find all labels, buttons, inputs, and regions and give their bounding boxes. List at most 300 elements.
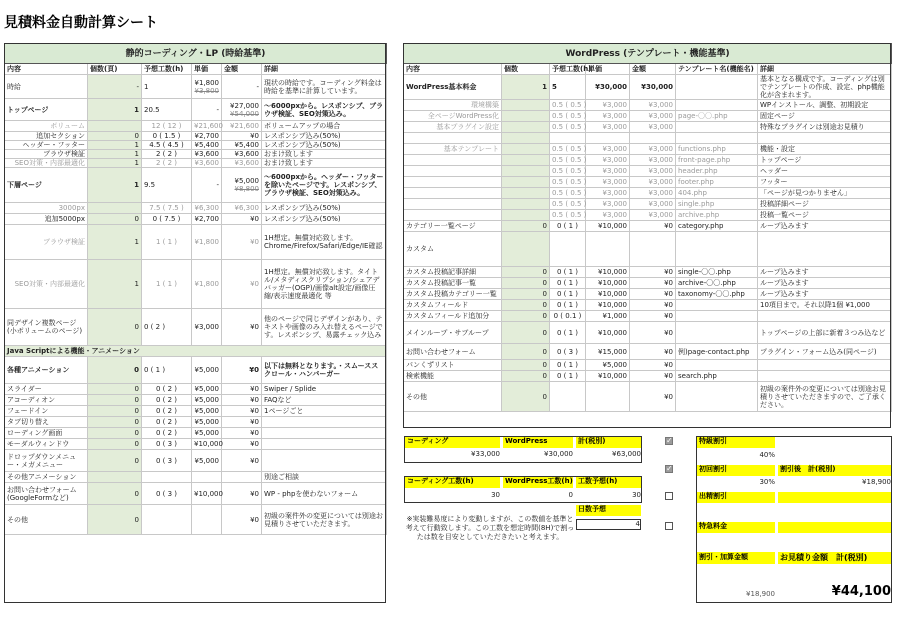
coding-unit-price: ¥1,800 [194,78,219,87]
coding-hours [142,472,192,483]
wp-count: 0 [502,221,550,232]
wp-amount: ¥3,000 [630,166,676,177]
wp-col-header: 詳細 [758,64,892,75]
coding-count: 0 [88,309,142,346]
wp-unit: ¥3,000 [586,144,630,155]
coding-item-name: SEO対策・内部最適化 [5,260,88,309]
wp-row [404,144,892,155]
coding-amount [222,168,262,203]
wp-template [676,322,758,344]
coding-unit: ¥5,400 [192,141,222,150]
final-estimate-label: お見積り金額 計(税別) [778,552,891,564]
wp-count: 0 [502,278,550,289]
coding-row [5,203,387,214]
wp-amount: ¥3,000 [630,210,676,221]
wp-amount: ¥3,000 [630,155,676,166]
coding-col-header: 内容 [5,64,88,75]
coding-count: 0 [88,483,142,505]
wp-detail: ループ込みます [758,221,892,232]
coding-detail: おまけ致します [262,159,387,168]
coding-unit: ¥21,600 [192,121,222,132]
wp-amount: ¥0 [630,360,676,371]
coding-hours: 0 ( 3 ) [142,439,192,450]
coding-item-name: タブ切り替え [5,417,88,428]
coding-count: 1 [88,99,142,121]
coding-detail [262,439,387,450]
summary-wp-value: ¥30,000 [544,450,573,458]
coding-detail: WP - phpを使わないフォーム [262,483,387,505]
wp-row [404,75,892,100]
wp-unit [586,382,630,412]
coding-unit: ¥5,000 [192,395,222,406]
wp-template: 404.php [676,188,758,199]
wp-row [404,267,892,278]
coding-row [5,450,387,472]
coding-unit: ¥10,000 [192,439,222,450]
wp-template [676,382,758,412]
wp-item-name: 検索機能 [404,371,502,382]
coding-row [5,505,387,535]
coding-row [5,150,387,159]
coding-amount: ¥0 [222,214,262,225]
wp-item-name: 基本テンプレート [404,144,502,155]
wp-detail: ループ込みます [758,278,892,289]
coding-amount: ¥0 [222,395,262,406]
coding-hours: 7.5 ( 7.5 ) [142,203,192,214]
wp-unit: ¥10,000 [586,300,630,311]
coding-unit: ¥2,700 [192,214,222,225]
wp-unit: ¥3,000 [586,100,630,111]
coding-detail: おまけ致します [262,150,387,159]
wp-amount: ¥0 [630,311,676,322]
wp-count [502,155,550,166]
wp-row [404,221,892,232]
coding-item-name: ブラウザ検証 [5,150,88,159]
wp-amount [630,133,676,144]
coding-detail: 〜6000pxから。ヘッダー・フッターを除いたページです。レスポンシブ、ブラウザ検証、SEO対策込み。 [262,168,387,203]
wp-unit: ¥10,000 [586,267,630,278]
wp-amount: ¥3,000 [630,188,676,199]
wp-detail: 機能・設定 [758,144,892,155]
wp-template [676,75,758,100]
coding-count: 0 [88,406,142,417]
coding-row [5,428,387,439]
wp-unit: ¥10,000 [586,221,630,232]
wp-item-name: 基本プラグイン設定 [404,122,502,133]
wp-detail: 投稿詳細ページ [758,199,892,210]
wp-detail [758,311,892,322]
wp-unit: ¥3,000 [586,199,630,210]
wp-item-name [404,188,502,199]
wp-template [676,311,758,322]
coding-amount-price-old: ¥54,000 [230,109,259,118]
coding-amount: - [222,75,262,99]
wp-detail: フッター [758,177,892,188]
wp-count: 0 [502,360,550,371]
wp-item-name [404,199,502,210]
wp-amount: ¥0 [630,278,676,289]
wp-template: functions.php [676,144,758,155]
coding-hours: 0 ( 3 ) [142,450,192,472]
coding-group-heading: Java Scriptによる機能・アニメーション [5,346,387,357]
coding-count: - [88,75,142,99]
wp-amount: ¥3,000 [630,111,676,122]
wp-template: header.php [676,166,758,177]
wp-unit: ¥30,000 [586,75,630,100]
coding-item-name: 追加5000px [5,214,88,225]
wp-row [404,122,892,133]
wp-row [404,232,892,267]
coding-unit: ¥2,700 [192,132,222,141]
coding-amount: ¥0 [222,483,262,505]
wp-item-name: カテゴリー一覧ページ [404,221,502,232]
wp-hours: 5 [550,75,586,100]
coding-item-name: ブラウザ検証 [5,225,88,260]
coding-unit: ¥5,000 [192,428,222,439]
wp-template: search.php [676,371,758,382]
wp-item-name [404,166,502,177]
wp-col-header: 予想工数(h) [550,64,586,75]
coding-col-header: 個数(頁) [88,64,142,75]
wp-col-header: 単価 [586,64,630,75]
wp-detail: トップページ [758,155,892,166]
wp-template [676,122,758,133]
wp-row [404,188,892,199]
wp-count: 0 [502,382,550,412]
coding-hours: 1 [142,75,192,99]
coding-item-name: その他アニメーション [5,472,88,483]
outsource-discount-checkbox[interactable] [665,492,673,500]
coding-count: 1 [88,159,142,168]
wp-row [404,166,892,177]
wp-amount: ¥0 [630,289,676,300]
coding-hours: 4.5 ( 4.5 ) [142,141,192,150]
coding-unit: ¥5,000 [192,357,222,384]
first-discount-checkbox[interactable] [665,465,673,473]
wp-detail: ループ込みます [758,289,892,300]
coding-item-name: 時給 [5,75,88,99]
wp-amount: ¥0 [630,322,676,344]
wp-row [404,311,892,322]
wp-hours: 0.5 ( 0.5 ) [550,111,586,122]
coding-amount: ¥21,600 [222,121,262,132]
wp-hours [550,133,586,144]
coding-unit: - [192,99,222,121]
wp-detail: 投稿一覧ページ [758,210,892,221]
coding-unit: ¥1,800 [192,260,222,309]
coding-item-name: フェードイン [5,406,88,417]
coding-hours: 0 ( 2 ) [142,428,192,439]
wp-row [404,322,892,344]
wp-count [502,100,550,111]
wp-amount: ¥0 [630,344,676,360]
wp-unit: ¥3,000 [586,177,630,188]
coding-amount: ¥0 [222,225,262,260]
wp-hours: 0.5 ( 0.5 ) [550,100,586,111]
wp-col-header: 内容 [404,64,502,75]
wp-amount: ¥0 [630,300,676,311]
wp-hours: 0.5 ( 0.5 ) [550,122,586,133]
wp-unit: ¥10,000 [586,322,630,344]
coding-detail: レスポンシブ込み(50%) [262,214,387,225]
wp-detail: プラグイン・フォーム込み(同ページ) [758,344,892,360]
coding-count: 0 [88,450,142,472]
wp-amount [630,232,676,267]
coding-detail: Swiper / Splide [262,384,387,395]
coding-row [5,99,387,121]
coding-hours: 9.5 [142,168,192,203]
coding-item-name: お問い合わせフォーム(GoogleFormなど) [5,483,88,505]
special-discount-label: 特級割引 [697,437,775,448]
coding-unit: ¥5,000 [192,417,222,428]
coding-table [4,43,387,535]
wp-detail: 「ページが見つかりません」 [758,188,892,199]
coding-detail: レスポンシブ込み(50%) [262,141,387,150]
coding-detail: 現状の時給です。コーディング料金は時給を基準に計算しています。 [262,75,387,99]
coding-count: 0 [88,428,142,439]
wp-col-header: 金額 [630,64,676,75]
coding-row [5,395,387,406]
coding-count: 0 [88,505,142,535]
wp-col-header: 個数 [502,64,550,75]
coding-unit: ¥1,800 [192,225,222,260]
wp-item-name: お問い合わせフォーム [404,344,502,360]
wp-hours [550,232,586,267]
days-value: 4 [576,519,641,530]
outsource-discount-value [778,492,891,503]
wp-item-name: メインループ・サブループ [404,322,502,344]
wp-hours: 0.5 ( 0.5 ) [550,144,586,155]
wp-amount: ¥3,000 [630,122,676,133]
coding-row [5,214,387,225]
coding-section-heading: 静的コーディング・LP (時給基準) [5,44,387,64]
coding-detail [262,428,387,439]
coding-hours: 0 ( 2 ) [142,406,192,417]
coding-amount: ¥0 [222,406,262,417]
wp-hours: 0 ( 1 ) [550,289,586,300]
wp-amount: ¥0 [630,382,676,412]
coding-count: 0 [88,214,142,225]
coding-amount: ¥3,600 [222,150,262,159]
coding-item-name: 3000px [5,203,88,214]
discounted-total-label: 割引後 計(税別) [778,465,891,476]
wp-detail [758,360,892,371]
wp-hours: 0.5 ( 0.5 ) [550,155,586,166]
coding-row [5,439,387,450]
coding-detail: 初級の案件外の変更については別途お見積りさせていただきます。 [262,505,387,535]
wp-count: 0 [502,311,550,322]
wp-count [502,111,550,122]
final-discount-label: 割引・加算金額 [697,552,775,564]
coding-amount [222,99,262,121]
coding-count: 1 [88,225,142,260]
wp-detail [758,371,892,382]
hours-coding-value: 30 [491,491,500,499]
wp-hours: 0.5 ( 0.5 ) [550,210,586,221]
coding-item-name: アコーディオン [5,395,88,406]
coding-hours: 0 ( 7.5 ) [142,214,192,225]
coding-count [88,121,142,132]
wp-row [404,382,892,412]
coding-hours: 2 ( 2 ) [142,159,192,168]
wp-count [502,166,550,177]
coding-row [5,225,387,260]
coding-amount: ¥0 [222,260,262,309]
coding-row [5,159,387,168]
wp-item-name: カスタム投稿カテゴリー一覧 [404,289,502,300]
coding-row [5,406,387,417]
coding-detail [262,417,387,428]
wp-unit: ¥3,000 [586,111,630,122]
wp-detail: 特殊なプラグインは別途お見積り [758,122,892,133]
summary-coding-label: コーディング [405,437,500,448]
wp-template [676,100,758,111]
coding-unit: ¥5,000 [192,384,222,395]
coding-col-header: 金額 [222,64,262,75]
wp-item-name: カスタム [404,232,502,267]
coding-row [5,132,387,141]
wp-row [404,344,892,360]
estimate-note: ※実装難易度により変動しますが、この数値を基準と考えて行動致します。この工数を想定時間(8H)で割ったは数を目安としていただきたいと考えます。 [405,515,575,541]
first-discount-value: 30% [759,478,775,486]
coding-detail [262,450,387,472]
wp-amount: ¥0 [630,371,676,382]
coding-unit [192,472,222,483]
wp-hours: 0 ( 1 ) [550,267,586,278]
wp-count: 0 [502,289,550,300]
coding-row [5,357,387,384]
wp-template [676,300,758,311]
wp-detail: 固定ページ [758,111,892,122]
wp-unit: ¥5,000 [586,360,630,371]
final-estimate-value: ¥44,100 [831,584,891,599]
coding-item-name: スライダー [5,384,88,395]
wp-amount: ¥30,000 [630,75,676,100]
wp-unit: ¥10,000 [586,289,630,300]
wp-item-name: 全ページWordPress化 [404,111,502,122]
wp-detail: ループ込みます [758,267,892,278]
coding-amount: ¥0 [222,450,262,472]
coding-amount [222,472,262,483]
wp-detail: トップページの上部に新着３つみ込など [758,322,892,344]
first-discount-label: 初回割引 [697,465,775,476]
wp-detail [758,133,892,144]
coding-unit: ¥3,600 [192,150,222,159]
final-discount-value: ¥18,900 [746,590,775,598]
wp-count [502,122,550,133]
coding-amount: ¥0 [222,505,262,535]
wp-row [404,177,892,188]
coding-count: 1 [88,168,142,203]
wp-template: front-page.php [676,155,758,166]
coding-amount: ¥6,300 [222,203,262,214]
wp-hours: 0 ( 3 ) [550,344,586,360]
hours-total-value: 30 [632,491,641,499]
coding-unit: ¥3,000 [192,309,222,346]
coding-amount: ¥0 [222,417,262,428]
wp-row [404,155,892,166]
wp-item-name: カスタム投稿記事詳細 [404,267,502,278]
coding-unit [192,505,222,535]
wp-item-name: カスタムフィールド追加分 [404,311,502,322]
coding-unit [192,75,222,99]
coding-unit: ¥6,300 [192,203,222,214]
page-title: 見積料金自動計算シート [4,15,158,31]
coding-detail: FAQなど [262,395,387,406]
wp-row [404,210,892,221]
coding-amount: ¥0 [222,132,262,141]
coding-unit: ¥5,000 [192,450,222,472]
wp-item-name [404,155,502,166]
coding-row [5,309,387,346]
coding-count: 0 [88,384,142,395]
coding-unit-price-old: ¥3,800 [194,86,219,95]
wp-item-name [404,210,502,221]
coding-detail: レスポンシブ込み(50%) [262,132,387,141]
wp-row [404,300,892,311]
outsource-discount-label: 出精割引 [697,492,775,503]
wp-detail: WPインストール、調整、初期設定 [758,100,892,111]
coding-unit: - [192,168,222,203]
coding-row [5,384,387,395]
wp-amount: ¥0 [630,267,676,278]
wp-detail: ヘッダー [758,166,892,177]
wp-hours: 0.5 ( 0.5 ) [550,166,586,177]
wp-hours: 0.5 ( 0.5 ) [550,199,586,210]
coding-item-name: ボリューム [5,121,88,132]
coding-count: 0 [88,395,142,406]
wp-template: taxonomy-〇〇.php [676,289,758,300]
rush-fee-checkbox[interactable] [665,522,673,530]
wp-item-name: カスタム投稿記事一覧 [404,278,502,289]
wp-template: single.php [676,199,758,210]
wp-unit: ¥10,000 [586,278,630,289]
wp-hours: 0.5 ( 0.5 ) [550,177,586,188]
wp-item-name: その他 [404,382,502,412]
coding-count: 0 [88,417,142,428]
wp-count: 0 [502,322,550,344]
wp-hours: 0 ( 1 ) [550,221,586,232]
wp-hours: 0.5 ( 0.5 ) [550,188,586,199]
wp-template: single-〇〇.php [676,267,758,278]
rush-fee-label: 特急料金 [697,522,775,533]
wp-count [502,133,550,144]
coding-detail: 〜6000pxから。レスポンシブ、ブラウザ検証、SEO対策込み。 [262,99,387,121]
rush-fee-value [778,522,891,533]
wordpress-section-heading: WordPress (テンプレート・機能基準) [404,44,892,64]
coding-hours: 12 ( 12 ) [142,121,192,132]
coding-amount: ¥0 [222,439,262,450]
wp-row [404,371,892,382]
coding-unit: ¥5,000 [192,406,222,417]
wp-unit [586,133,630,144]
coding-detail: 1H想定。無償対応致します。Chrome/Firefox/Safari/Edge/IE確認 [262,225,387,260]
wp-item-name: WordPress基本料金 [404,75,502,100]
coding-hours: 20.5 [142,99,192,121]
coding-unit: ¥3,600 [192,159,222,168]
coding-count: 0 [88,357,142,384]
coding-detail: 1H想定。無償対応致します。タイトル/メタディスクリプション/シェアデバッガー(OGP)/画像alt設定/画像圧縮/表示速度最適化 等 [262,260,387,309]
wp-amount: ¥0 [630,221,676,232]
coding-amount: ¥0 [222,384,262,395]
wp-template: 例)page-contact.php [676,344,758,360]
coding-hours: 0 ( 1 ) [142,357,192,384]
wp-item-name: 環境構築 [404,100,502,111]
wp-template: footer.php [676,177,758,188]
special-discount-checkbox[interactable] [665,437,673,445]
coding-item-name: ドロップダウンメニュー・メガメニュー [5,450,88,472]
coding-count: 1 [88,150,142,159]
